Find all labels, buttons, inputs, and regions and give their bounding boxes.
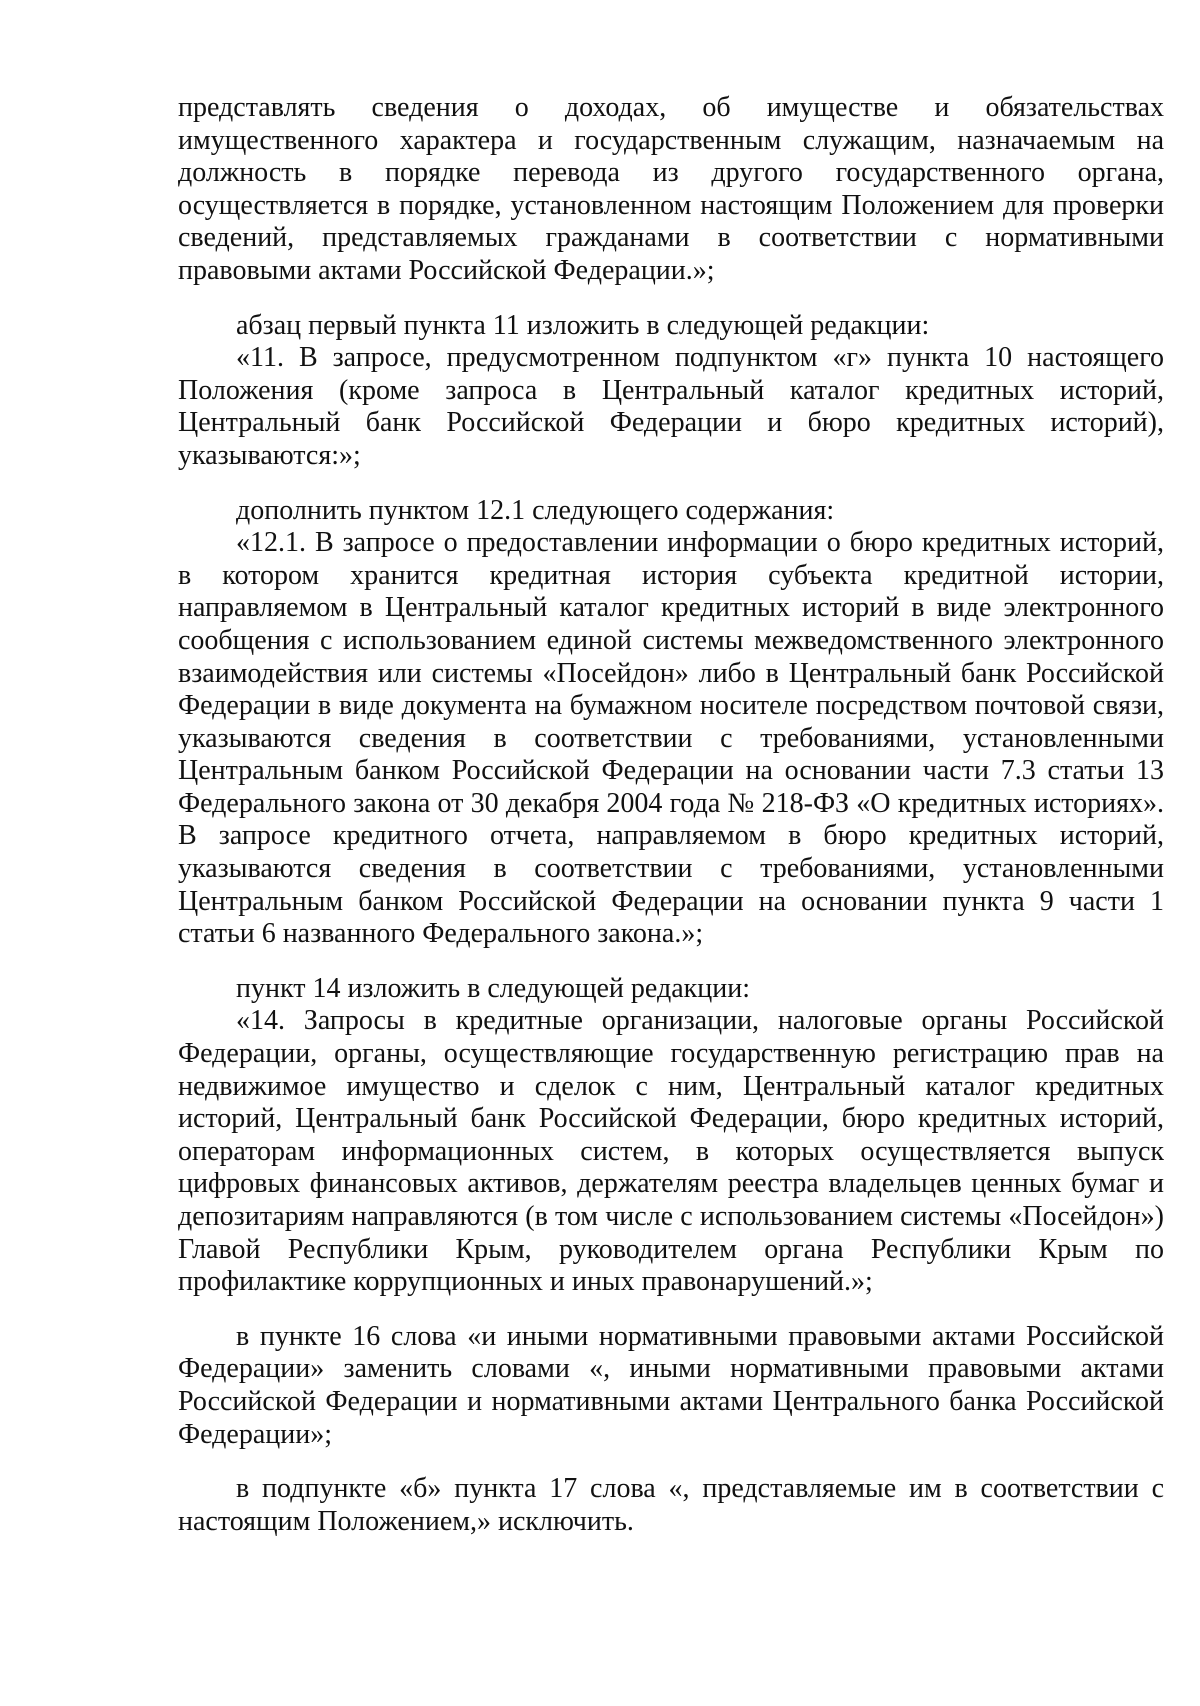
paragraph-item-14: «14. Запросы в кредитные организации, налоговые органы Российской Федерации, органы, осуществляющие государственную регистрацию прав на недвижимое имущество и сделок с ним, Центральный каталог кредитных историй, Центральный банк Российской Федерации, бюро кредитных историй, операторам информационных систем, в которых осуществляется выпуск цифровых финансовых активов, держателям реестра владельцев ценных бумаг и депозитариям направляются (в том числе с использованием системы «Посейдон») Главой Республики Крым, руководителем органа Республики Крым по профилактике коррупционных и иных правонарушений.»; — [178, 1005, 1164, 1298]
document-body — [178, 92, 1164, 1538]
paragraph-amend-12-1-intro: дополнить пунктом 12.1 следующего содержания: — [236, 494, 835, 526]
paragraph-continuation: представлять сведения о доходах, об имуществе и обязательствах имущественного характера и государственным служащим, назначаемым на должность в порядке перевода из другого государственного органа, осуществляется в порядке, установленном настоящим Положением для проверки сведений, представляемых гражданами в соответствии с нормативными правовыми актами Российской Федерации.»; — [178, 92, 1164, 286]
paragraph-amend-17: в подпункте «б» пункта 17 слова «, представляемые им в соответствии с настоящим Положением,» исключить. — [178, 1473, 1164, 1537]
paragraph-amend-11-intro: абзац первый пункта 11 изложить в следующей редакции: — [236, 309, 930, 341]
paragraph-amend-16: в пункте 16 слова «и иными нормативными правовыми актами Российской Федерации» заменить словами «, иными нормативными правовыми актами Российской Федерации и нормативными актами Центрального банка Российской Федерации»; — [178, 1320, 1164, 1450]
paragraph-item-11: «11. В запросе, предусмотренном подпунктом «г» пункта 10 настоящего Положения (кроме запроса в Центральный каталог кредитных историй, Центральный банк Российской Федерации и бюро кредитных историй), указываются:»; — [178, 342, 1164, 471]
paragraph-item-12-1: «12.1. В запросе о предоставлении информации о бюро кредитных историй, в котором хранится кредитная история субъекта кредитной истории, направляемом в Центральный каталог кредитных историй в виде электронного сообщения с использованием единой системы межведомственного электронного взаимодействия или системы «Посейдон» либо в Центральный банк Российской Федерации в виде документа на бумажном носителе посредством почтовой связи, указываются сведения в соответствии с требованиями, установленными Центральным банком Российской Федерации на основании части 7.3 статьи 13 Федерального закона от 30 декабря 2004 года № 218-ФЗ «О кредитных историях». В запросе кредитного отчета, направляемом в бюро кредитных историй, указываются сведения в соответствии с требованиями, установленными Центральным банком Российской Федерации на основании пункта 9 части 1 статьи 6 названного Федерального закона.»; — [178, 527, 1164, 950]
paragraph-amend-14-intro: пункт 14 изложить в следующей редакции: — [236, 972, 750, 1004]
